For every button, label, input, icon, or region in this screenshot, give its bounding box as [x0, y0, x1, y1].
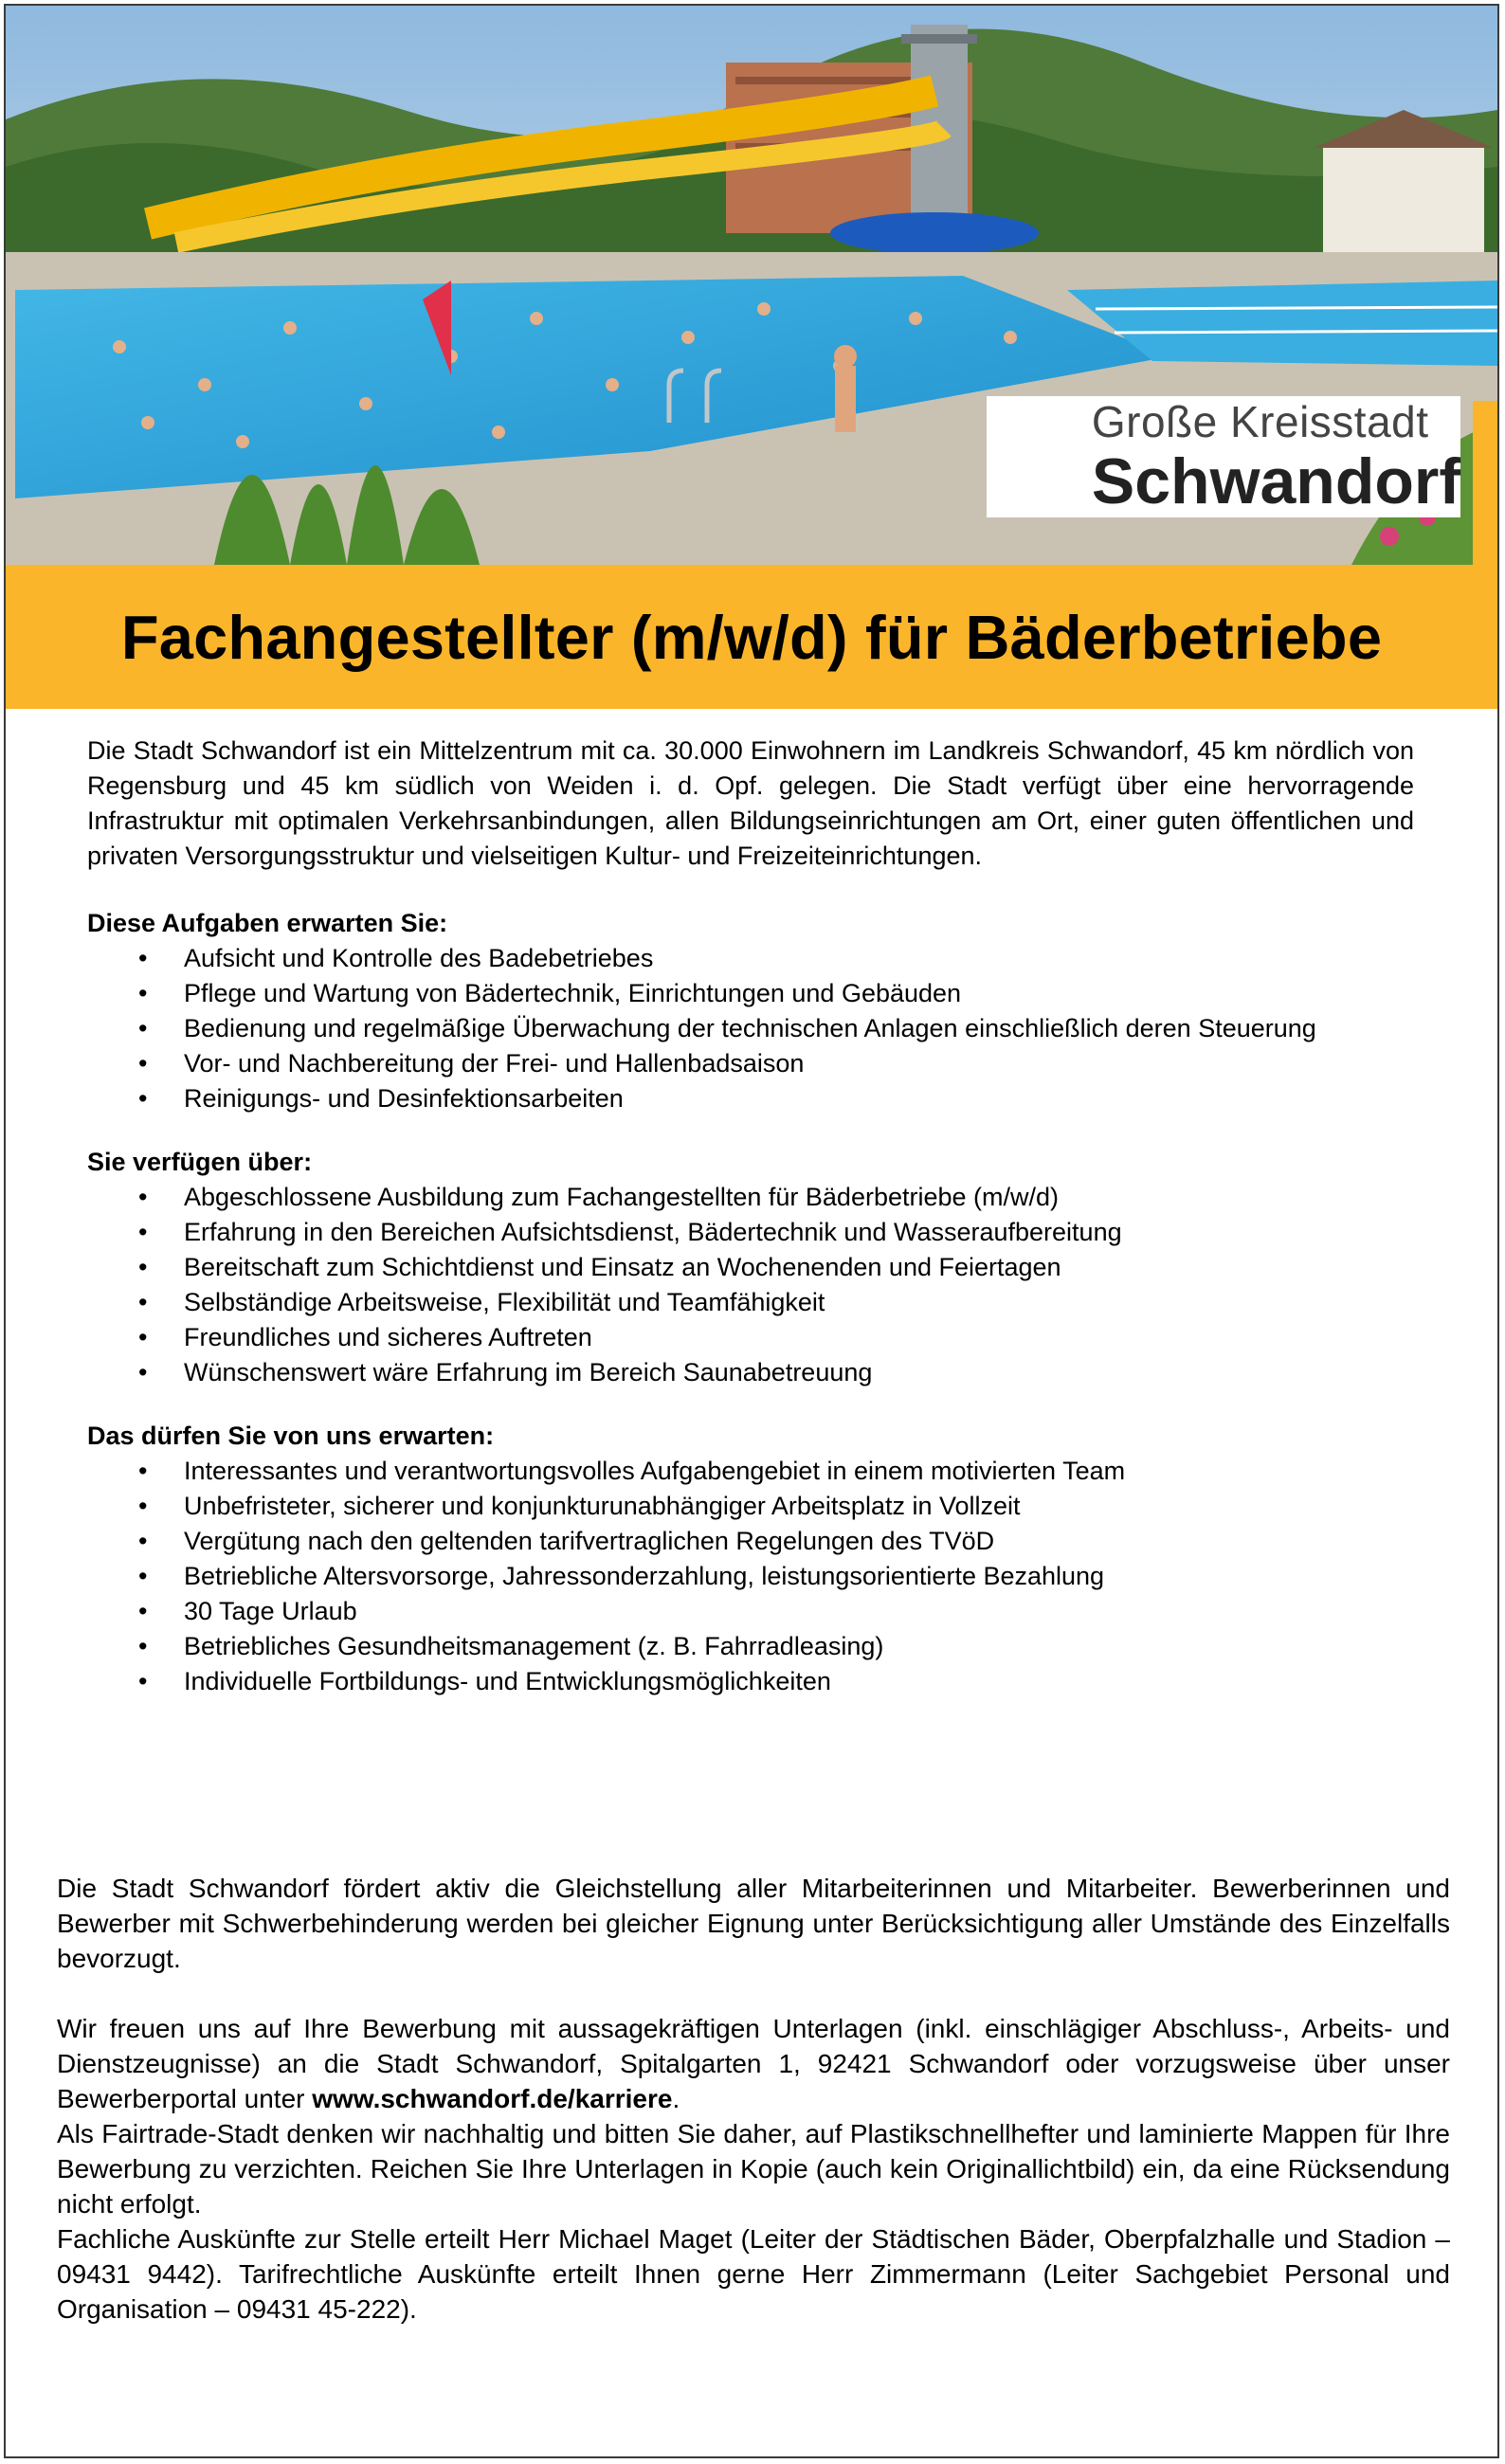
swan-logo-icon	[992, 401, 1073, 513]
pool-photo	[6, 6, 1497, 565]
list-item: • Vergütung nach den geltenden tarifvertraglichen Regelungen des TVöD	[87, 1524, 1414, 1559]
equality-paragraph: Die Stadt Schwandorf fördert aktiv die Gleichstellung aller Mitarbeiterinnen und Mitarbeiter. Bewerberinnen und Bewerber mit Schwerbehinderung werden bei gleicher Eignung unter Berücksichtigung aller Umstände des Einzelfalls bevorzugt.	[57, 1874, 1450, 1973]
list-item: • Reinigungs- und Desinfektionsarbeiten	[87, 1081, 1414, 1116]
bullet-icon: •	[138, 1457, 148, 1485]
bullet-icon: •	[138, 1527, 148, 1555]
list-item: • Unbefristeter, sicherer und konjunkturunabhängiger Arbeitsplatz in Vollzeit	[87, 1489, 1414, 1524]
requirements-list	[87, 1180, 1414, 1390]
bullet-icon: •	[138, 979, 148, 1007]
list-item: • Freundliches und sicheres Auftreten	[87, 1320, 1414, 1355]
list-item: • Abgeschlossene Ausbildung zum Fachangestellten für Bäderbetriebe (m/w/d)	[87, 1180, 1414, 1215]
bullet-icon: •	[138, 1253, 148, 1281]
bullet-icon: •	[138, 1597, 148, 1625]
list-item: • Selbständige Arbeitsweise, Flexibilität und Teamfähigkeit	[87, 1285, 1414, 1320]
list-item: • Interessantes und verantwortungsvolles Aufgabengebiet in einem motivierten Team	[87, 1454, 1414, 1489]
closing-text	[57, 1871, 1450, 2327]
city-logo	[987, 396, 1460, 517]
bullet-icon: •	[138, 1323, 148, 1351]
list-item: • Wünschenswert wäre Erfahrung im Bereich Saunabetreuung	[87, 1355, 1414, 1390]
section-benefits	[87, 1419, 1414, 1699]
bullet-icon: •	[138, 1562, 148, 1590]
list-item: • Bereitschaft zum Schichtdienst und Einsatz an Wochenenden und Feiertagen	[87, 1250, 1414, 1285]
bullet-icon: •	[138, 1288, 148, 1316]
bullet-icon: •	[138, 1492, 148, 1520]
bullet-icon: •	[138, 1183, 148, 1211]
list-item: • 30 Tage Urlaub	[87, 1594, 1414, 1629]
list-item: • Individuelle Fortbildungs- und Entwicklungsmöglichkeiten	[87, 1664, 1414, 1699]
task-list	[87, 941, 1414, 1116]
intro-paragraph: Die Stadt Schwandorf ist ein Mittelzentrum mit ca. 30.000 Einwohnern im Landkreis Schwandorf, 45 km nördlich von Regensburg und 45 km südlich von Weiden i. d. Opf. gelegen. Die Stadt verfügt über eine hervorragende Infrastruktur mit optimalen Verkehrsanbindungen, allen Bildungseinrichtungen am Ort, einer guten öffentlichen und privaten Versorgungsstruktur und vielseitigen Kultur- und Freizeiteinrichtungen.	[87, 736, 1414, 870]
job-ad	[4, 4, 1499, 2458]
bullet-icon: •	[138, 1084, 148, 1113]
bullet-icon: •	[138, 944, 148, 972]
contact-paragraph: Fachliche Auskünfte zur Stelle erteilt Herr Michael Maget (Leiter der Städtischen Bäder, Oberpfalzhalle und Stadion – 09431 9442). Tarifrechtliche Auskünfte erteilt Ihnen gerne Herr Zimmermann (Leiter Sachgebiet Personal und Organisation – 09431 45-222).	[57, 2224, 1450, 2324]
section-title: Diese Aufgaben erwarten Sie:	[87, 909, 448, 937]
logo-line-2: Schwandorf	[1091, 445, 1460, 517]
career-portal-link[interactable]: www.schwandorf.de/karriere	[312, 2084, 673, 2113]
list-item: • Betriebliche Altersvorsorge, Jahressonderzahlung, leistungsorientierte Bezahlung	[87, 1559, 1414, 1594]
job-title: Fachangestellter (m/w/d) für Bäderbetriebe	[120, 602, 1383, 672]
list-item: • Vor- und Nachbereitung der Frei- und Hallenbadsaison	[87, 1046, 1414, 1081]
section-tasks	[87, 906, 1414, 1116]
benefits-list	[87, 1454, 1414, 1699]
section-title: Das dürfen Sie von uns erwarten:	[87, 1422, 495, 1450]
bullet-icon: •	[138, 1218, 148, 1246]
list-item: • Aufsicht und Kontrolle des Badebetriebes	[87, 941, 1414, 976]
fairtrade-paragraph: Als Fairtrade-Stadt denken wir nachhaltig und bitten Sie daher, auf Plastikschnellhefter und laminierte Mappen für Ihre Bewerbung zu verzichten. Reichen Sie Ihre Unterlagen in Kopie (auch kein Originallichtbild) ein, da eine Rücksendung nicht erfolgt.	[57, 2119, 1450, 2219]
bullet-icon: •	[138, 1049, 148, 1078]
title-banner	[6, 565, 1497, 709]
bullet-icon: •	[138, 1632, 148, 1660]
list-item: • Betriebliches Gesundheitsmanagement (z. B. Fahrradleasing)	[87, 1629, 1414, 1664]
section-requirements	[87, 1145, 1414, 1390]
list-item: • Erfahrung in den Bereichen Aufsichtsdienst, Bädertechnik und Wasseraufbereitung	[87, 1215, 1414, 1250]
list-item: • Bedienung und regelmäßige Überwachung der technischen Anlagen einschließlich deren Steuerung	[87, 1011, 1414, 1046]
logo-line-1: Große Kreisstadt	[1091, 397, 1429, 446]
section-title: Sie verfügen über:	[87, 1148, 313, 1176]
list-item: • Pflege und Wartung von Bädertechnik, Einrichtungen und Gebäuden	[87, 976, 1414, 1011]
bullet-icon: •	[138, 1667, 148, 1695]
bullet-icon: •	[138, 1358, 148, 1386]
ad-body	[87, 734, 1414, 1728]
application-paragraph: Wir freuen uns auf Ihre Bewerbung mit aussagekräftigen Unterlagen (inkl. einschlägiger Abschluss-, Arbeits- und Dienstzeugnisse) an die Stadt Schwandorf, Spitalgarten 1, 92421 Schwandorf oder vorzugsweise über unser Bewerberportal unter www.schwandorf.de/karriere.	[57, 2014, 1450, 2113]
bullet-icon: •	[138, 1014, 148, 1042]
